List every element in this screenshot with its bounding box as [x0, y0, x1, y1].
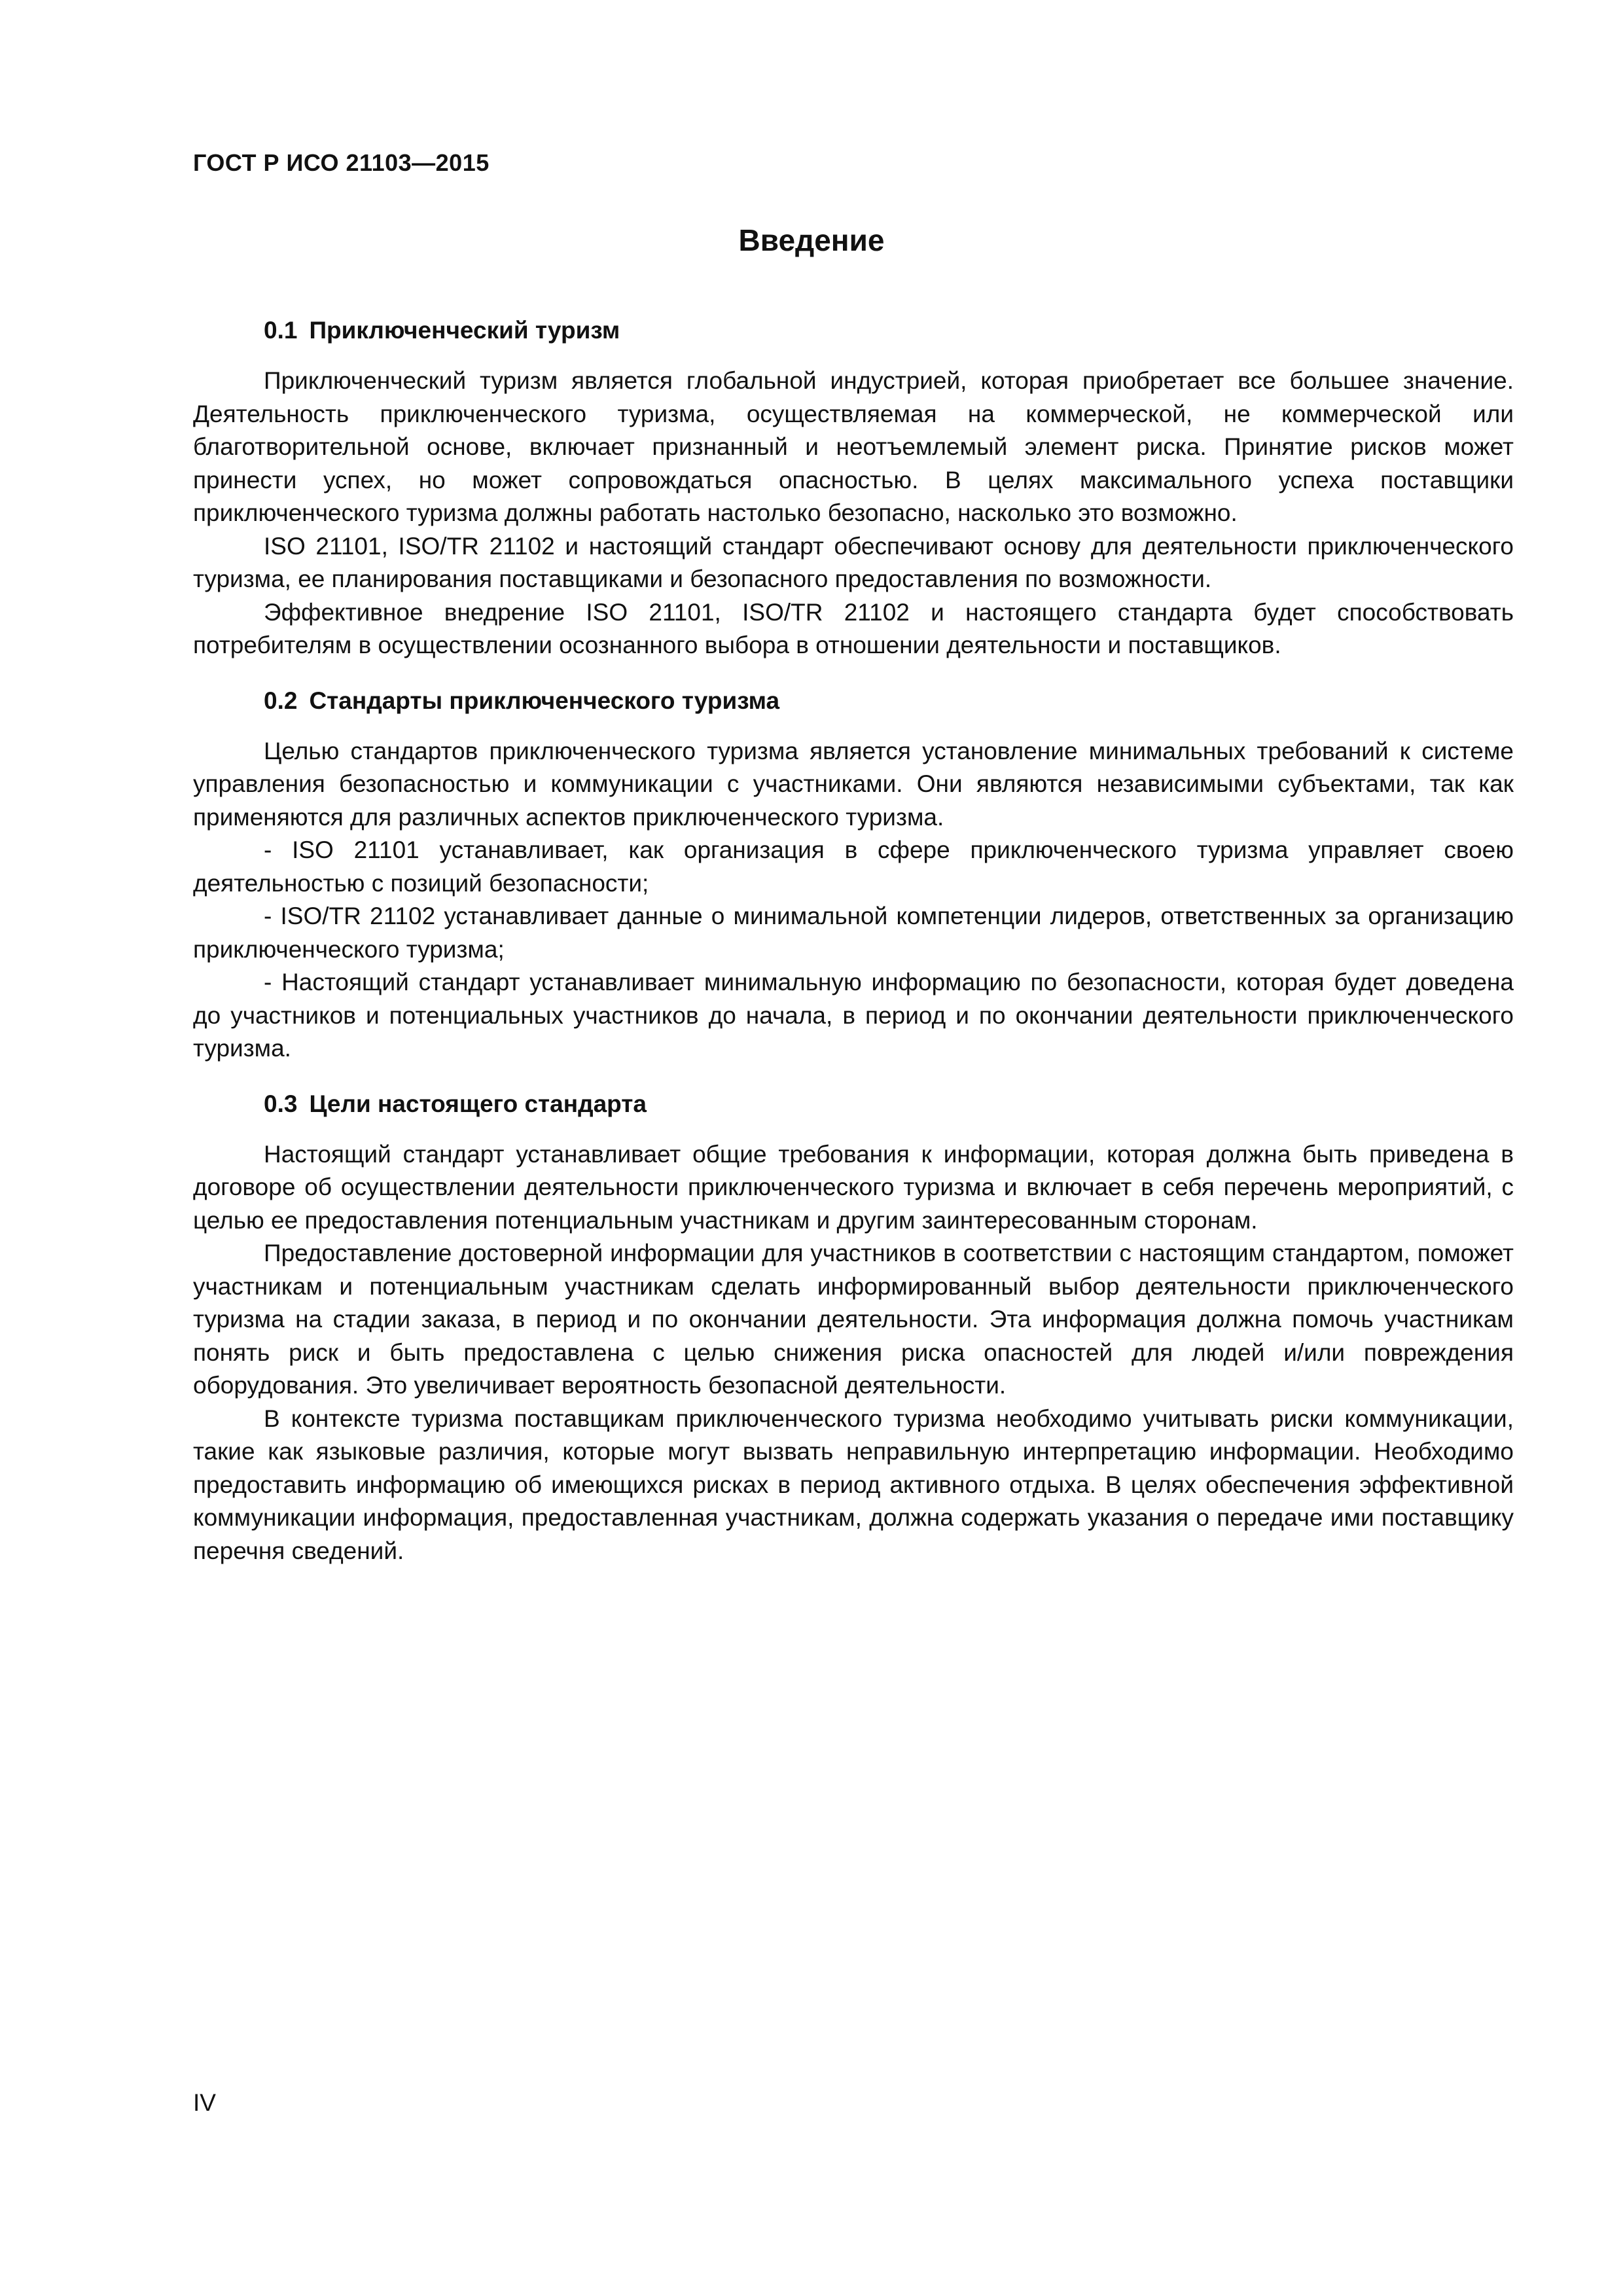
paragraph: Целью стандартов приключенческого туризма является установление минимальных требований к системе управления безопасностью и коммуникации с участниками. Они являются независимыми субъектами, так как применяются для различных аспектов приключенческого туризма. — [193, 737, 1514, 831]
section-title: Приключенческий туризм — [309, 317, 620, 344]
section-heading — [193, 1088, 1514, 1120]
section-title: Стандарты приключенческого туризма — [309, 687, 780, 714]
section-heading — [193, 314, 1514, 346]
section-number: 0.3 — [264, 1090, 298, 1117]
section-0-3 — [193, 1088, 1514, 1568]
section-number: 0.1 — [264, 317, 298, 344]
paragraph: Настоящий стандарт устанавливает общие требования к информации, которая должна быть приведена в договоре об осуществлении деятельности приключенческого туризма и включает в себя перечень мероприятий, с целью ее предоставления потенциальным участникам и другим заинтересованным сторонам. — [193, 1140, 1514, 1234]
paragraph: Предоставление достоверной информации для участников в соответствии с настоящим стандартом, поможет участникам и потенциальным участникам сделать информированный выбор деятельности приключенческого туризма на стадии заказа, в период и по окончании деятельности. Эта информация должна помочь участникам понять риск и быть предоставлена с целью снижения риска опасностей для людей и/или повреждения оборудования. Это увеличивает вероятность безопасной деятельности. — [193, 1240, 1514, 1399]
paragraph: В контексте туризма поставщикам приключенческого туризма необходимо учитывать риски коммуникации, такие как языковые различия, которые могут вызвать неправильную интерпретацию информации. Необходимо предоставить информацию об имеющихся рисках в период активного отдыха. В целях обеспечения эффективной коммуникации информация, предоставленная участникам, должна содержать указания о передаче ими поставщику перечня сведений. — [193, 1405, 1514, 1564]
section-number: 0.2 — [264, 687, 298, 714]
page-title: Введение — [738, 223, 885, 257]
section-heading — [193, 685, 1514, 717]
list-item: - ISO 21101 устанавливает, как организация в сфере приключенческого туризма управляет своею деятельностью с позиций безопасности; — [193, 836, 1514, 897]
list-item: - ISO/TR 21102 устанавливает данные о минимальной компетенции лидеров, ответственных за организацию приключенческого туризма; — [193, 903, 1514, 963]
section-title: Цели настоящего стандарта — [309, 1090, 647, 1117]
list-item: - Настоящий стандарт устанавливает минимальную информацию по безопасности, которая будет доведена до участников и потенциальных участников до начала, в период и по окончании деятельности приключенческого туризма. — [193, 969, 1514, 1062]
document-body — [193, 314, 1514, 1590]
document-code-header: ГОСТ Р ИСО 21103—2015 — [193, 149, 490, 176]
paragraph: ISO 21101, ISO/TR 21102 и настоящий стандарт обеспечивают основу для деятельности приключенческого туризма, ее планирования поставщиками и безопасного предоставления по возможности. — [193, 532, 1514, 592]
paragraph: Приключенческий туризм является глобальной индустрией, которая приобретает все большее значение. Деятельность приключенческого туризма, осуществляемая на коммерческой, не коммерческой или благотворительной основе, включает признанный и неотъемлемый элемент риска. Принятие рисков может принести успех, но может сопровождаться опасностью. В целях максимального успеха поставщики приключенческого туризма должны работать настолько безопасно, насколько это возможно. — [193, 367, 1514, 526]
section-0-1 — [193, 314, 1514, 662]
section-0-2 — [193, 685, 1514, 1066]
page-number: IV — [193, 2089, 216, 2116]
paragraph: Эффективное внедрение ISO 21101, ISO/TR 21102 и настоящего стандарта будет способствовать потребителям в осуществлении осознанного выбора в отношении деятельности и поставщиков. — [193, 598, 1514, 658]
